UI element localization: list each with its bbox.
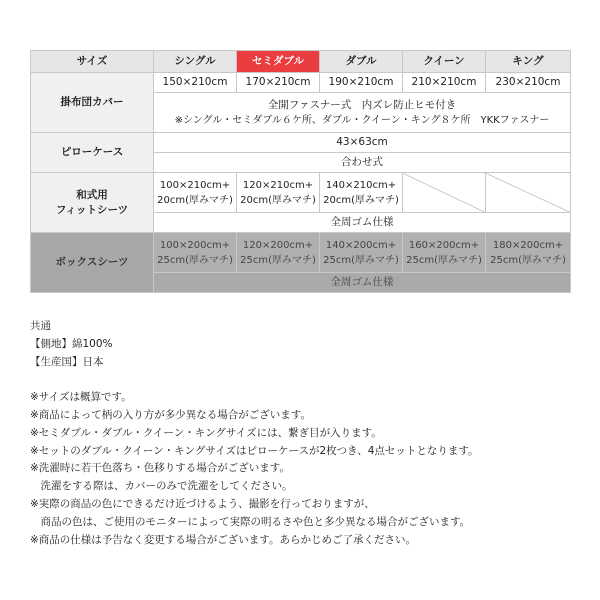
box-size-queen: 160×200cm+ bbox=[408, 239, 480, 251]
fitted-cell-queen-unavailable bbox=[403, 173, 486, 213]
box-note: 全周ゴム仕様 bbox=[154, 273, 571, 293]
pillow-type: 合わせ式 bbox=[154, 153, 571, 173]
notes-spacer bbox=[30, 371, 580, 389]
box-size-king: 180×200cm+ bbox=[492, 239, 564, 251]
fitted-cell-single bbox=[154, 173, 237, 213]
fitted-label-line1: 和式用 bbox=[76, 188, 108, 201]
box-cell-double bbox=[320, 233, 403, 273]
box-depth-single: 25cm(厚みマチ) bbox=[157, 254, 233, 266]
common-title: 共通 bbox=[30, 320, 51, 332]
size-spec-table bbox=[30, 50, 571, 293]
note-line: ※セミダブル・ダブル・クイーン・キングサイズには、繋ぎ目が入ります。 bbox=[30, 426, 382, 439]
fitted-label-line2: フィットシーツ bbox=[55, 203, 129, 216]
box-cell-king bbox=[486, 233, 571, 273]
box-label: ボックスシーツ bbox=[31, 233, 154, 293]
box-size-double: 140×200cm+ bbox=[325, 239, 397, 251]
duvet-size-row bbox=[31, 73, 571, 93]
header-size: サイズ bbox=[31, 51, 154, 73]
duvet-note-line1: 全開ファスナー式 内ズレ防止ヒモ付き bbox=[267, 98, 457, 111]
box-depth-king: 25cm(厚みマチ) bbox=[490, 254, 566, 266]
box-depth-semi-double: 25cm(厚みマチ) bbox=[240, 254, 316, 266]
fitted-depth-semi-double: 20cm(厚みマチ) bbox=[240, 194, 316, 206]
header-row bbox=[31, 51, 571, 73]
duvet-size-single: 150×210cm bbox=[154, 73, 237, 93]
header-king: キング bbox=[486, 51, 571, 73]
fitted-depth-single: 20cm(厚みマチ) bbox=[157, 194, 233, 206]
fitted-size-semi-double: 120×210cm+ bbox=[242, 179, 314, 191]
duvet-note bbox=[154, 93, 571, 133]
note-line: 商品の色は、ご使用のモニターによって実際の明るさや色と多少異なる場合がございます。 bbox=[30, 515, 471, 528]
fitted-cell-double bbox=[320, 173, 403, 213]
fitted-size-single: 100×210cm+ bbox=[159, 179, 231, 191]
fitted-cell-king-unavailable bbox=[486, 173, 571, 213]
fitted-size-row bbox=[31, 173, 571, 213]
fitted-cell-semi-double bbox=[237, 173, 320, 213]
duvet-label: 掛布団カバー bbox=[31, 73, 154, 133]
header-semi-double: セミダブル bbox=[237, 51, 320, 73]
notes-section bbox=[30, 318, 580, 549]
box-depth-double: 25cm(厚みマチ) bbox=[323, 254, 399, 266]
note-line: ※実際の商品の色にできるだけ近づけるよう、撮影を行っておりますが、 bbox=[30, 497, 375, 510]
header-single: シングル bbox=[154, 51, 237, 73]
note-line: ※サイズは概算です。 bbox=[30, 391, 132, 404]
duvet-size-queen: 210×210cm bbox=[403, 73, 486, 93]
fitted-size-double: 140×210cm+ bbox=[325, 179, 397, 191]
header-queen: クイーン bbox=[403, 51, 486, 73]
note-line: ※セットのダブル・クイーン・キングサイズはピローケースが2枚つき、4点セットとなります。 bbox=[30, 444, 479, 457]
common-origin: 【生産国】日本 bbox=[30, 355, 104, 368]
pillow-size: 43×63cm bbox=[154, 133, 571, 153]
fitted-depth-double: 20cm(厚みマチ) bbox=[323, 194, 399, 206]
fitted-note: 全周ゴム仕様 bbox=[154, 213, 571, 233]
duvet-size-semi-double: 170×210cm bbox=[237, 73, 320, 93]
box-cell-single bbox=[154, 233, 237, 273]
fitted-label bbox=[31, 173, 154, 233]
box-size-row bbox=[31, 233, 571, 273]
header-double: ダブル bbox=[320, 51, 403, 73]
common-material: 【側地】綿100% bbox=[30, 337, 113, 350]
duvet-size-double: 190×210cm bbox=[320, 73, 403, 93]
box-size-semi-double: 120×200cm+ bbox=[242, 239, 314, 251]
note-line: ※洗濯時に若干色落ち・色移りする場合がございます。 bbox=[30, 462, 290, 475]
duvet-size-king: 230×210cm bbox=[486, 73, 571, 93]
box-cell-semi-double bbox=[237, 233, 320, 273]
note-line: 洗濯をする際は、カバーのみで洗濯をしてください。 bbox=[30, 480, 293, 493]
box-cell-queen bbox=[403, 233, 486, 273]
note-line: ※商品の仕様は予告なく変更する場合がございます。あらかじめご了承ください。 bbox=[30, 533, 416, 546]
duvet-note-line2: ※シングル・セミダブル６ケ所、ダブル・クイーン・キング８ケ所 YKKファスナー bbox=[174, 114, 550, 126]
pillow-size-row bbox=[31, 133, 571, 153]
note-line: ※商品によって柄の入り方が多少異なる場合がございます。 bbox=[30, 408, 311, 421]
pillow-label: ピローケース bbox=[31, 133, 154, 173]
box-depth-queen: 25cm(厚みマチ) bbox=[406, 254, 482, 266]
box-size-single: 100×200cm+ bbox=[159, 239, 231, 251]
